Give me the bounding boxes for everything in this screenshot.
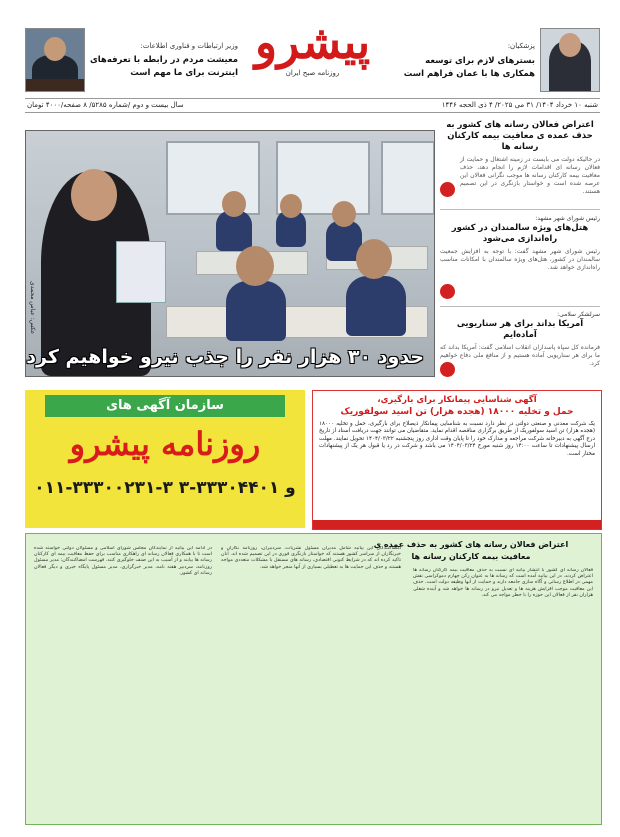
masthead <box>240 15 385 90</box>
side-news-body: در حالیکه دولت می بایست در زمینه اشتغال و حمایت از فعالان رسانه ای اقدامات لازم را انجام دهد، حذف معافیت بیمه کارکنان رسانه ها موجب نگرانی فعالان این عرصه شده است و خواستار بازنگری در این تصمیم هستند. <box>460 156 600 195</box>
header-right-headline-2: همکاری ها با عمان فراهم است <box>403 69 535 79</box>
side-news-kicker: سرلشکر سلامی: <box>557 311 600 318</box>
ad-title: روزنامه پیشرو <box>69 425 261 463</box>
header-right-photo <box>540 28 600 92</box>
news-badge-icon <box>440 284 455 299</box>
side-news-column <box>440 116 600 384</box>
statement-column-left: در ادامه این بیانیه از نمایندگان مجلس شورای اسلامی و مسئولان دولتی خواسته شده است تا با همکاری فعالان رسانه ای راهکاری مناسب برای حفظ معافیت بیمه ای کارکنان رسانه ها بیابند و از آسیب به این صنف جلوگیری کنند. فهرست امضاکنندگان: مدیر مسئول روزنامه، سردبیر هفته نامه، مدیر خبرگزاری، مدیر مسئول پایگاه خبری و دیگر فعالان رسانه ای کشور. <box>34 546 212 576</box>
main-photo-credit: عکس: عباس محمدی <box>29 281 36 335</box>
ad-banner: سازمان آگهی های <box>45 395 285 417</box>
side-news-headline: اعتراض فعالان رسانه های کشور به حذف عمده ی معافیت بیمه کارکنان رسانه ها <box>446 120 594 152</box>
side-news-item[interactable] <box>440 214 600 302</box>
header <box>0 0 620 95</box>
main-photo-headline: حدود ۳۰ هزار نفر را جذب نیرو خواهیم کرد <box>26 346 424 368</box>
side-news-kicker: رئیس شورای شهر مشهد: <box>535 215 600 222</box>
ad-tender-headline-2: حمل و تخلیه ۱۸۰۰۰ (هجده هزار) تن اسید سولفوریک <box>340 407 574 417</box>
side-news-item[interactable] <box>440 310 600 384</box>
ad-newspaper-contact <box>25 390 305 528</box>
masthead-tagline: روزنامه صبح ایران <box>285 69 340 77</box>
side-news-headline: هتل‌های ویژه سالمندان در کشور راه‌اندازی می‌شود <box>451 223 589 244</box>
header-right-kicker: پزشکیان: <box>507 42 535 50</box>
media-statement-box <box>25 533 602 825</box>
ad-tender-body: یک شرکت معدنی و صنعتی دولتی در نظر دارد نسبت به شناسایی پیمانکار ذیصلاح برای بارگیری، حمل و تخلیه ۱۸۰۰۰ (هجده هزار) تن اسید سولفوریک از طریق برگزاری مناقصه اقدام نماید. متقاضیان می توانند جهت دریافت اسناد از تاریخ درج آگهی به دبیرخانه شرکت مراجعه و مدارک خود را تا پایان وقت اداری روز پنجشنبه ۱۴۰۴/۰۳/۲۲ تحویل نمایند. مهلت ارسال پیشنهادات تا ساعت ۱۴:۰۰ روز شنبه مورخ ۱۴۰۴/۰۳/۲۴ می باشد و شرکت در رد یا قبول هر یک از پیشنهادات مختار است. <box>319 421 596 457</box>
header-right-headline-1: بسترهای لازم برای توسعه <box>425 56 535 66</box>
side-news-headline: آمریکا بداند برای هر سناریویی آماده‌ایم <box>456 319 584 340</box>
side-news-body: فرمانده کل سپاه پاسداران انقلاب اسلامی گفت: آمریکا بداند که ما برای هر سناریویی آماده هستیم و از منافع ملی دفاع خواهیم کرد. <box>440 344 600 367</box>
header-left-kicker: وزیر ارتباطات و فناوری اطلاعات: <box>140 42 238 50</box>
statement-column-middle: امضاکنندگان این بیانیه شامل مدیران مسئول نشریات، سردبیران، روزنامه نگاران و خبرنگاران از سراسر کشور هستند که خواستار بازنگری فوری در این تصمیم شده اند. آنان تاکید کرده اند که در شرایط کنونی اقتصادی، رسانه های مستقل با مشکلات متعددی مواجه هستند و حذف این حمایت ها به تعطیلی بسیاری از آنها منجر خواهد شد. <box>221 546 401 570</box>
dateline-issue: سال بیست و دوم /شماره ۵۲۸۵/ ۸ صفحه/۴۰۰۰ تومان <box>27 101 184 109</box>
dateline-date: شنبه ۱۰ خرداد ۱۴۰۴/ ۳۱ می ۲۰۲۵/ ۴ ذی الحجه ۱۴۴۶ <box>441 101 598 109</box>
ad-tender-headline-1: آگهی شناسایی پیمانکار برای بارگیری، <box>377 395 537 405</box>
statement-column-right: فعالان رسانه ای کشور با انتشار بیانیه ای نسبت به حذف معافیت بیمه کارکنان رسانه ها اعتراض کردند. در این بیانیه آمده است که رسانه ها به عنوان رکن چهارم دموکراسی نقش مهمی در اطلاع رسانی و آگاه سازی جامعه دارند و حمایت از آنها وظیفه دولت است. حذف این معافیت موجب افزایش هزینه ها و تعدیل نیرو در رسانه ها خواهد شد و آینده شغلی هزاران نفر از فعالان این حوزه را با خطر مواجه می کند. <box>413 568 593 598</box>
ad-phones: ۰۱۱-۳۳۳۰۰۲۳۱-۳ و ۳۳۳۰۴۴۰۱-۳ <box>34 478 296 498</box>
ad-tender-notice <box>312 390 602 530</box>
header-left-headline-1: معیشت مردم در رابطه با تعرفه‌های <box>89 55 238 65</box>
statement-headline-2: معافیت بیمه کارکنان رسانه ها <box>411 552 531 561</box>
ad-tender-footer-bar <box>313 520 601 529</box>
news-badge-icon <box>440 362 455 377</box>
main-photo <box>25 130 435 377</box>
news-badge-icon <box>440 182 455 197</box>
dateline <box>25 98 600 113</box>
header-left-headline-2: اینترنت برای ما مهم است <box>130 68 238 78</box>
side-news-body: رئیس شورای شهر مشهد گفت: با توجه به افزایش جمعیت سالمندان در کشور، هتل‌های ویژه سالمندان با امکانات مناسب راه‌اندازی خواهد شد. <box>440 248 600 271</box>
statement-headline-1: اعتراض فعالان رسانه های کشور به حذف عمده ی <box>373 540 569 549</box>
masthead-logo: پیشرو <box>254 15 371 69</box>
side-news-item[interactable] <box>440 120 600 205</box>
header-left-photo <box>25 28 85 92</box>
